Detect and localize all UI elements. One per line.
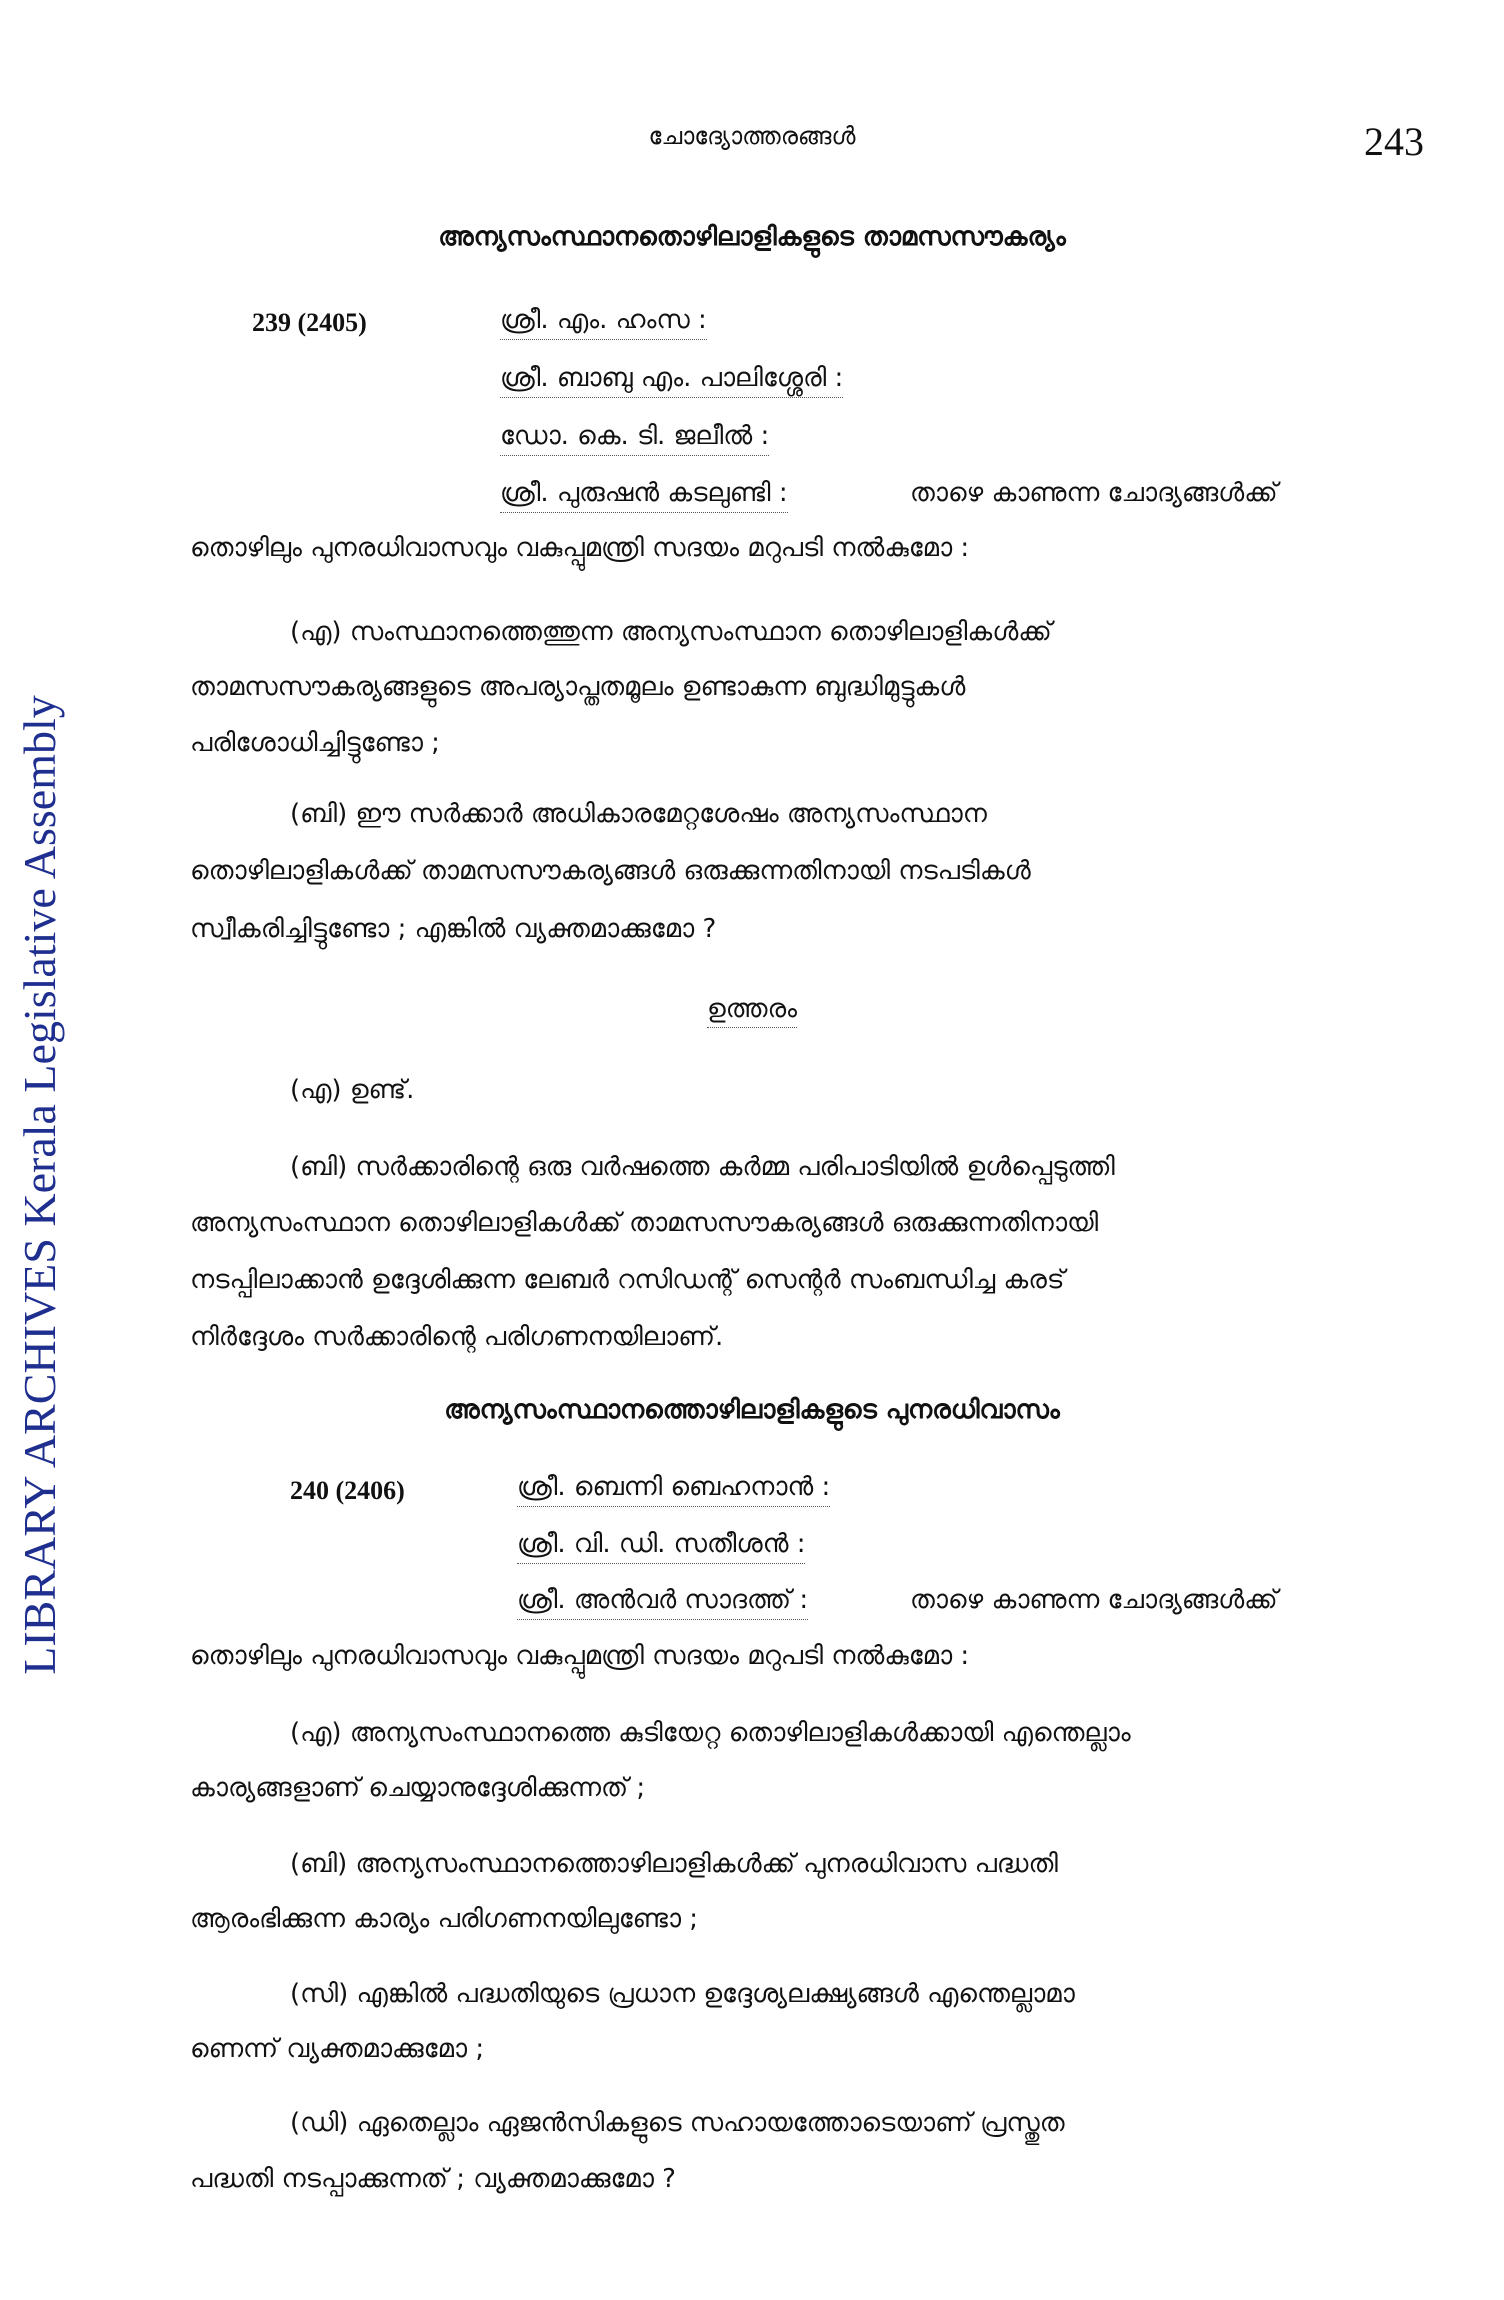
member-name: ശ്രീ. ബെന്നി ബെഹനാൻ : [517, 1472, 830, 1507]
answer-239-a: (എ) ഉണ്ട്. [290, 1075, 415, 1105]
question-lead-text: തൊഴിലും പുനരധിവാസവും വകുപ്പുമന്ത്രി സദയം മറുപടി നൽകുമോ : [190, 1641, 970, 1671]
member-name: ഡോ. കെ. ടി. ജലീൽ : [500, 421, 769, 456]
archive-watermark: LIBRARY ARCHIVES Kerala Legislative Assembly [14, 695, 65, 1675]
answer-label: ഉത്തരം [0, 994, 1504, 1025]
question-239-a: താമസസൗകര്യങ്ങളുടെ അപര്യാപ്തതമൂലം ഉണ്ടാകുന്ന ബുദ്ധിമുട്ടുകൾ [190, 672, 966, 702]
question-239-b: സ്വീകരിച്ചിട്ടുണ്ടോ ; എങ്കിൽ വ്യക്തമാക്കുമോ ? [190, 914, 717, 944]
question-240-c: ണെന്ന് വ്യക്തമാക്കുമോ ; [190, 2034, 485, 2064]
question-240-d: പദ്ധതി നടപ്പാക്കുന്നത് ; വ്യക്തമാക്കുമോ ? [190, 2164, 676, 2194]
member-name: ശ്രീ. ബാബു എം. പാലിശ്ശേരി : [500, 363, 843, 398]
question-240-c: (സി) എങ്കിൽ പദ്ധതിയുടെ പ്രധാന ഉദ്ദേശ്യലക്ഷ്യങ്ങൾ എന്തെല്ലാമാ [290, 1979, 1075, 2009]
question-240-b: (ബി) അന്യസംസ്ഥാനത്തൊഴിലാളികൾക്ക് പുനരധിവാസ പദ്ധതി [290, 1849, 1058, 1879]
question-239-heading: അന്യസംസ്ഥാനതൊഴിലാളികളുടെ താമസസൗകര്യം [438, 222, 1066, 252]
member-name: ശ്രീ. എം. ഹംസ : [500, 305, 707, 340]
answer-239-b: അന്യസംസ്ഥാന തൊഴിലാളികൾക്ക് താമസസൗകര്യങ്ങൾ ഒരുക്കുന്നതിനായി [190, 1208, 1099, 1238]
question-239-b: (ബി) ഈ സർക്കാർ അധികാരമേറ്റശേഷം അന്യസംസ്ഥാന [290, 799, 987, 829]
question-240-number: 240 (2406) [290, 1476, 405, 1505]
question-240-d: (ഡി) ഏതെല്ലാം ഏജൻസികളുടെ സഹായത്തോടെയാണ് പ്രസ്തുത [290, 2108, 1065, 2138]
member-name: ശ്രീ. വി. ഡി. സതീശൻ : [517, 1529, 805, 1564]
answer-239-b: (ബി) സർക്കാരിന്റെ ഒരു വർഷത്തെ കർമ്മ പരിപാടിയിൽ ഉൾപ്പെടുത്തി [290, 1152, 1115, 1182]
question-240-a: (എ) അന്യസംസ്ഥാനത്തെ കുടിയേറ്റ തൊഴിലാളികൾക്കായി എന്തെല്ലാം [290, 1718, 1131, 1748]
page-number: 243 [1364, 119, 1424, 164]
question-lead-text: താഴെ കാണുന്ന ചോദ്യങ്ങൾക്ക് [910, 1585, 1278, 1615]
question-240-b: ആരംഭിക്കുന്ന കാര്യം പരിഗണനയിലുണ്ടോ ; [190, 1904, 699, 1934]
question-lead-text: താഴെ കാണുന്ന ചോദ്യങ്ങൾക്ക് [910, 478, 1278, 508]
member-name: ശ്രീ. അൻവർ സാദത്ത് : [517, 1585, 808, 1620]
answer-239-b: നിർദ്ദേശം സർക്കാരിന്റെ പരിഗണനയിലാണ്. [190, 1322, 724, 1352]
question-239-b: തൊഴിലാളികൾക്ക് താമസസൗകര്യങ്ങൾ ഒരുക്കുന്നതിനായി നടപടികൾ [190, 856, 1031, 886]
answer-239-b: നടപ്പിലാക്കാൻ ഉദ്ദേശിക്കുന്ന ലേബർ റസിഡന്റ് സെന്റർ സംബന്ധിച്ച കരട് [190, 1265, 1065, 1295]
question-lead-text: തൊഴിലും പുനരധിവാസവും വകുപ്പുമന്ത്രി സദയം മറുപടി നൽകുമോ : [190, 533, 970, 563]
question-240-heading: അന്യസംസ്ഥാനത്തൊഴിലാളികളുടെ പുനരധിവാസം [444, 1395, 1060, 1425]
running-header-title: ചോദ്യോത്തരങ്ങൾ [648, 122, 856, 150]
question-239-number: 239 (2405) [252, 308, 367, 337]
question-239-a: (എ) സംസ്ഥാനത്തെത്തുന്ന അന്യസംസ്ഥാന തൊഴിലാളികൾക്ക് [290, 617, 1052, 647]
question-240-a: കാര്യങ്ങളാണ് ചെയ്യാനുദ്ദേശിക്കുന്നത് ; [190, 1773, 646, 1803]
member-name: ശ്രീ. പുരുഷൻ കടലുണ്ടി : [500, 478, 788, 513]
question-239-a: പരിശോധിച്ചിട്ടുണ്ടോ ; [190, 728, 440, 758]
